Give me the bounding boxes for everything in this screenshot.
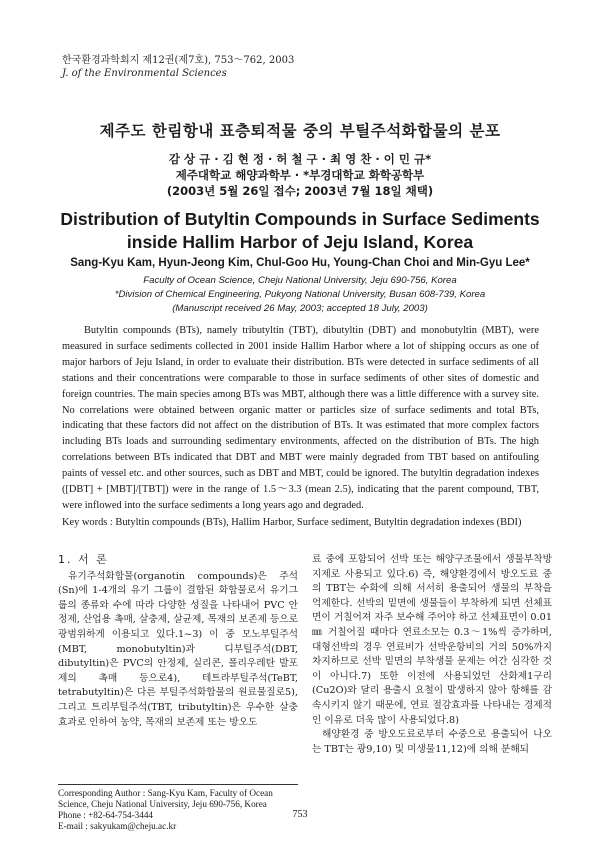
right-column bbox=[312, 553, 552, 757]
korean-title: 제주도 한림항내 표층퇴적물 중의 부틸주석화합물의 분포 bbox=[99, 122, 501, 140]
english-authors: Sang-Kyu Kam, Hyun-Jeong Kim, Chul-Goo Hu, Young-Chan Choi and Min-Gyu Lee* bbox=[70, 257, 530, 269]
footnote-author: Corresponding Author : Sang-Kyu Kam, Faculty of Ocean Science, Cheju National University, Jeju 690-756, Korea bbox=[58, 788, 273, 809]
intro-paragraph-2: 해양환경 중 방오도료로부터 수중으로 용출되어 나오는 TBT는 광9,10) 및 미생물11,12)에 의해 분해되 bbox=[312, 729, 552, 755]
abstract: Butyltin compounds (BTs), namely tributyltin (TBT), dibutyltin (DBT) and monobutyltin (MBT), were measured in surface sediments collected in 2001 inside Hallim Harbor where a lot of shipping occurs as one of major harbors of Jeju Island, in order to evaluate their distribution. BTs were detected in surface sediments of all stations and their concentrations were comparable to those in surface sediments of other sites of domestic and foreign countries. The main species among BTs was MBT, although there was a little difference with a survey site. No correlations were obtained between organic matter or particles size of surface sediments and total BTs, indicating that these factors did not affect on the distribution of BTs. It was estimated that more complex factors including BTs loads and surrounding sedimentary environments, affected on the distribution of BTs. The high correlations between BTs indicated that DBT and MBT were mainly degraded from TBT based on antifouling paints of vessel etc. and other sources, such as DBT and MBT, could be ignored. The butyltin degradation indexes ([DBT] + [MBT]/[TBT]) were in the range of 1.5～3.3 (mean 2.5), indicating that the parent compound, TBT, were inflowed into the surface sediments a long years ago and degraded. bbox=[62, 325, 539, 511]
english-title bbox=[0, 208, 600, 254]
footnote-divider bbox=[58, 784, 298, 785]
journal-volume: 한국환경과학회지 제12권(제7호), 753～762, 2003 bbox=[62, 55, 295, 66]
affiliation-2: *Division of Chemical Engineering, Pukyong National University, Busan 608-739, Korea bbox=[114, 289, 486, 300]
korean-dates: (2003년 5월 26일 접수; 2003년 7월 18일 채택) bbox=[166, 184, 434, 198]
journal-header bbox=[62, 54, 294, 80]
affiliations bbox=[0, 274, 600, 316]
section-heading: 1. 서 론 bbox=[58, 553, 109, 566]
left-column bbox=[58, 553, 298, 730]
english-title-line1: Distribution of Butyltin Compounds in Surface Sediments bbox=[60, 209, 540, 229]
korean-authors: 감 상 규 · 김 현 정 · 허 철 구 · 최 영 찬 · 이 민 규* bbox=[168, 152, 432, 166]
korean-affiliation: 제주대학교 해양과학부 · *부경대학교 화학공학부 bbox=[175, 168, 425, 182]
page-number: 753 bbox=[292, 809, 308, 820]
intro-paragraph-1-continued: 료 중에 포함되어 선박 또는 해양구조물에서 생물부착방지제로 사용되고 있다.6) 즉, 해양환경에서 방오도료 중의 TBT는 수화에 의해 서서히 용출되어 생물의 부착을 억제한다. 선박의 밑면에 생물들이 부착하게 되면 선체표면이 거칠어져 자주 보수해 주어야 하고 선체표면이 0.01 ㎜ 거칠어질 때마다 연료소모는 0.3～1%씩 증가하며, 대형선박의 경우 연료비가 선박운항비의 거의 50%까지 차지하므로 선박 밑면의 부착생물 문제는 여간 심각한 것이 아니다.7) 또한 이전에 사용되었던 산화제1구리(Cu2O)와 달리 용출시 요철이 발생하지 않아 항해를 감속시키지 않기 때문에, 연료 절감효과를 나타내는 경제적인 이유로 더욱 많이 사용되었다.8) bbox=[312, 554, 552, 726]
journal-name: J. of the Environmental Sciences bbox=[62, 68, 227, 79]
footnote-phone: Phone : +82-64-754-3444 bbox=[58, 810, 154, 820]
intro-paragraph-1: 유기주석화합물(organotin compounds)은 주석(Sn)에 1-4개의 유기 그룹이 결합된 화합물로서 유기그룹의 종류와 수에 따라 다양한 성질을 나타내어 PVC 안정제, 산업용 촉매, 살충제, 살균제, 목재의 보존제 등으로 광범위하게 이용되고 있다.1~3) 이 중 모노부틸주석(MBT, monobutyltin)과 디부틸주석(DBT, dibutyltin)은 PVC의 안정제, 실리콘, 폴리우레탄 발포제의 촉매 등으로4), 테트라부틸주석(TeBT, tetrabutyltin)은 다른 부틸주석화합물의 원료물질로5), 그리고 트리부틸주석(TBT, tributyltin)은 우수한 살충효과로 인하여 농약, 목재의 보존제 또는 방오도 bbox=[58, 570, 298, 728]
affiliation-1: Faculty of Ocean Science, Cheju National University, Jeju 690-756, Korea bbox=[143, 275, 457, 286]
english-title-line2: inside Hallim Harbor of Jeju Island, Korea bbox=[126, 232, 474, 252]
keywords: Key words : Butyltin compounds (BTs), Hallim Harbor, Surface sediment, Butyltin degradation indexes (BDI) bbox=[62, 517, 522, 528]
footnote-email: E-mail : sakyukam@cheju.ac.kr bbox=[58, 821, 177, 831]
korean-author-block bbox=[0, 151, 600, 199]
manuscript-dates: (Manuscript received 26 May, 2003; accepted 18 July, 2003) bbox=[172, 303, 428, 314]
